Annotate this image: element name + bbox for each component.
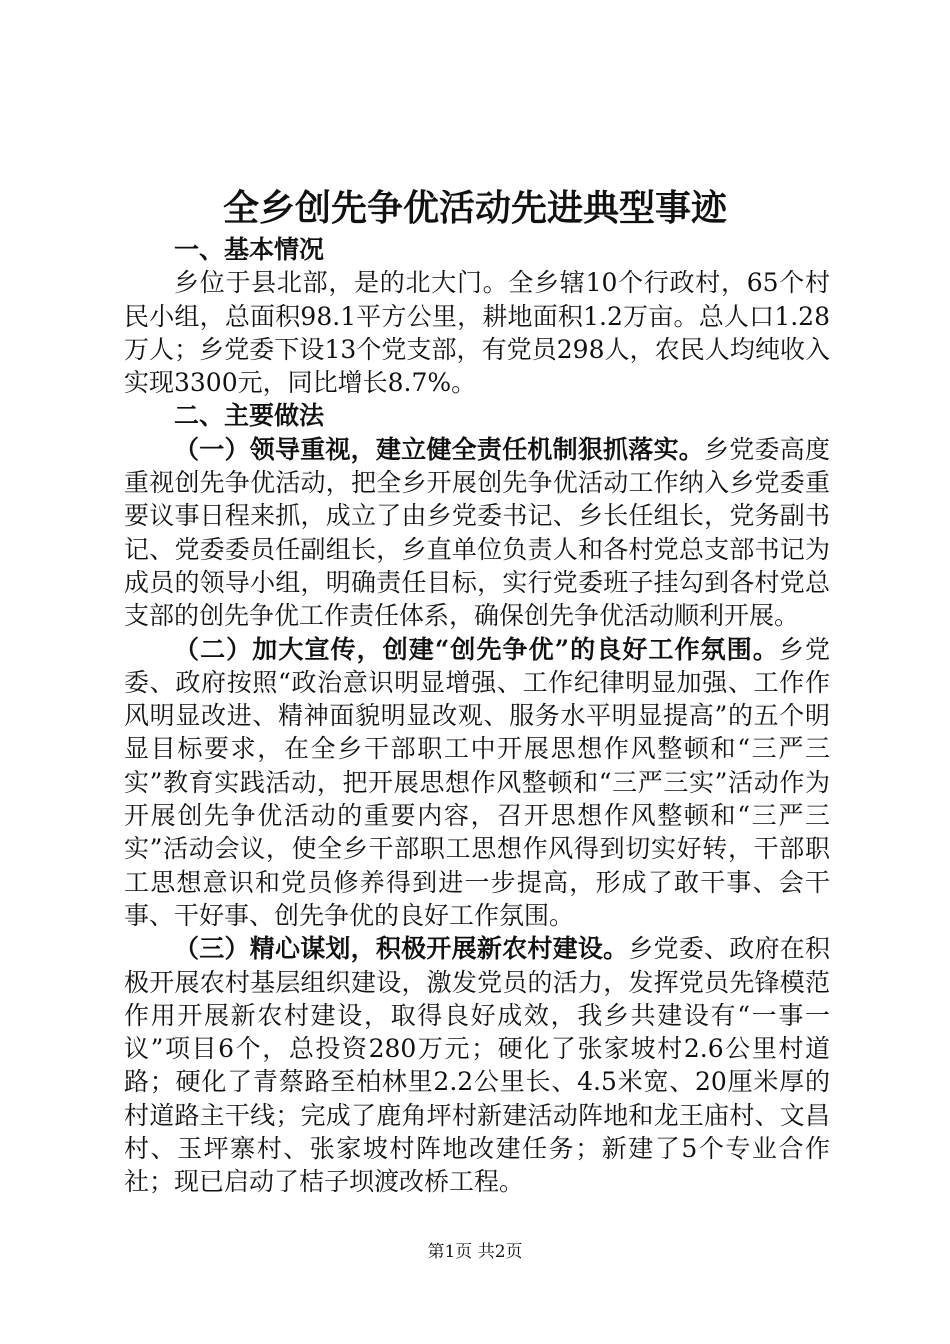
paragraph-lead: （二）加大宣传，创建“创先争优”的良好工作氛围。: [174, 634, 779, 664]
section-heading: 一、基本情况: [174, 235, 325, 264]
paragraph: [124, 633, 830, 933]
paragraph-text: 乡党委高度重视创先争优活动，把全乡开展创先争优活动工作纳入乡党委重要议事日程来抓，成立了由乡党委书记、乡长任组长，党务副书记、党委委员任副组长，乡直单位负责人和各村党总支部书记为成员的领导小组，明确责任目标，实行党委班子挂勾到各村党总支部的创先争优工作责任体系，确保创先争优活动顺利开展。: [124, 434, 830, 631]
page-footer: 第1页 共2页: [427, 1242, 523, 1262]
paragraph-text: 乡党委、政府按照“政治意识明显增强、工作纪律明显加强、工作作风明显改进、精神面貌明显改观、服务水平明显提高”的五个明显目标要求，在全乡干部职工中开展思想作风整顿和“三严三实”教育实践活动，把开展思想作风整顿和“三严三实”活动作为开展创先争优活动的重要内容，召开思想作风整顿和“三严三实”活动会议，使全乡干部职工思想作风得到切实好转，干部职工思想意识和党员修养得到进一步提高，形成了敢干事、会干事、干好事、创先争优的良好工作氛围。: [124, 634, 830, 930]
paragraph-text: 乡党委、政府在积极开展农村基层组织建设，激发党员的活力，发挥党员先锋模范作用开展新农村建设，取得良好成效，我乡共建设有“一事一议”项目6个，总投资280万元；硬化了张家坡村2.6公里村道路；硬化了青蔡路至柏林里2.2公里长、4.5米宽、20厘米厚的村道路主干线；完成了鹿角坪村新建活动阵地和龙王庙村、文昌村、玉坪寨村、张家坡村阵地改建任务；新建了5个专业合作社；现已启动了桔子坝渡改桥工程。: [124, 934, 830, 1197]
paragraph: [124, 932, 830, 1198]
paragraph-text: 乡位于县北部，是的北大门。全乡辖10个行政村，65个村民小组，总面积98.1平方公里，耕地面积1.2万亩。总人口1.28万人；乡党委下设13个党支部，有党员298人，农民人均纯收入实现3300元，同比增长8.7%。: [124, 268, 830, 398]
paragraph: [124, 266, 830, 399]
section-heading: 二、主要做法: [174, 401, 325, 431]
paragraph-lead: （一）领导重视，建立健全责任机制狠抓落实。: [174, 434, 705, 464]
paragraph: [124, 433, 830, 633]
document-title: 全乡创先争优活动先进典型事迹: [222, 187, 727, 229]
document-body: [124, 233, 830, 1199]
paragraph-lead: （三）精心谋划，积极开展新农村建设。: [174, 934, 629, 964]
